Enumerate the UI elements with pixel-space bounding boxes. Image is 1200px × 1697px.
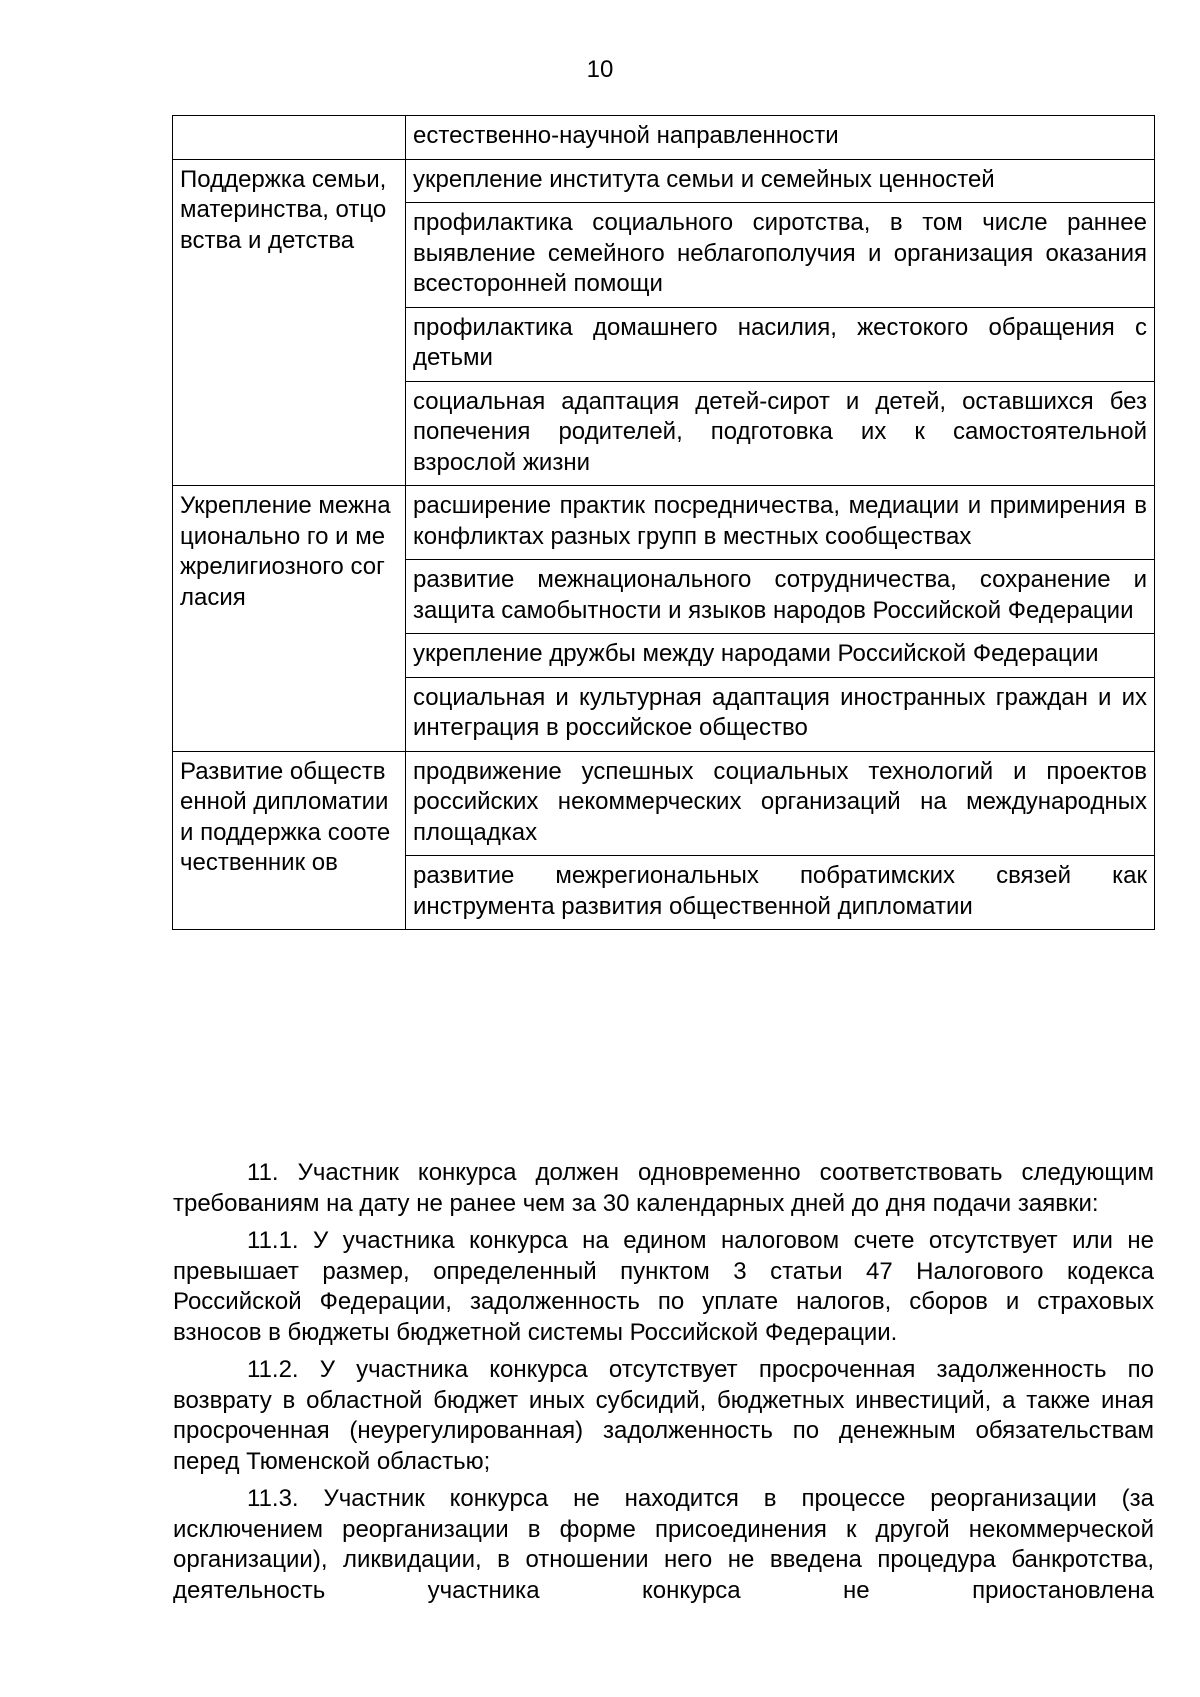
category-cell (173, 116, 406, 160)
direction-cell: расширение практик посредничества, медиации и примирения в конфликтах разных групп в местных сообществах (406, 486, 1155, 560)
paragraph-11-2: 11.2. У участника конкурса отсутствует просроченная задолженность по возврату в областной бюджет иных субсидий, бюджетных инвестиций, а также иная просроченная (неурегулированная) задолженность по денежным обязательствам перед Тюменской областью; (173, 1356, 1154, 1475)
page-number: 10 (586, 56, 614, 83)
category-cell: Развитие общественной дипломатии и поддержка соотечественник ов (173, 751, 406, 930)
category-cell: Укрепление межнационально го и межрелигиозного согласия (173, 486, 406, 752)
direction-cell: продвижение успешных социальных технологий и проектов российских некоммерческих организаций на международных площадках (406, 751, 1155, 856)
direction-cell: профилактика домашнего насилия, жестокого обращения с детьми (406, 307, 1155, 381)
direction-cell: укрепление института семьи и семейных ценностей (406, 159, 1155, 203)
paragraph-11: 11. Участник конкурса должен одновременно соответствовать следующим требованиям на дату не ранее чем за 30 календарных дней до дня подачи заявки: (173, 1159, 1154, 1217)
direction-cell: развитие межрегиональных побратимских связей как инструмента развития общественной дипломатии (406, 856, 1155, 930)
category-cell: Поддержка семьи, материнства, отцовства и детства (173, 159, 406, 486)
direction-cell: профилактика социального сиротства, в том числе раннее выявление семейного неблагополучия и организация оказания всесторонней помощи (406, 203, 1155, 308)
table-row (173, 116, 1155, 160)
direction-cell: социальная адаптация детей-сирот и детей, оставшихся без попечения родителей, подготовка их к самостоятельной взрослой жизни (406, 381, 1155, 486)
direction-cell: естественно-научной направленности (406, 116, 1155, 160)
direction-cell: укрепление дружбы между народами Российской Федерации (406, 634, 1155, 678)
paragraph-11-1: 11.1. У участника конкурса на едином налоговом счете отсутствует или не превышает размер, определенный пунктом 3 статьи 47 Налогового кодекса Российской Федерации, задолженность по уплате налогов, сборов и страховых взносов в бюджеты бюджетной системы Российской Федерации. (173, 1227, 1154, 1346)
table-row (173, 486, 1155, 560)
direction-cell: развитие межнационального сотрудничества, сохранение и защита самобытности и языков народов Российской Федерации (406, 560, 1155, 634)
directions-table (172, 115, 1155, 930)
requirements-text (173, 1158, 1154, 1613)
direction-cell: социальная и культурная адаптация иностранных граждан и их интеграция в российское общество (406, 677, 1155, 751)
table-row (173, 159, 1155, 203)
table-row (173, 751, 1155, 856)
paragraph-11-3: 11.3. Участник конкурса не находится в процессе реорганизации (за исключением реорганизации в форме присоединения к другой некоммерческой организации), ликвидации, в отношении него не введена процедура банкротства, деятельность участника конкурса не приостановлена (173, 1485, 1154, 1604)
